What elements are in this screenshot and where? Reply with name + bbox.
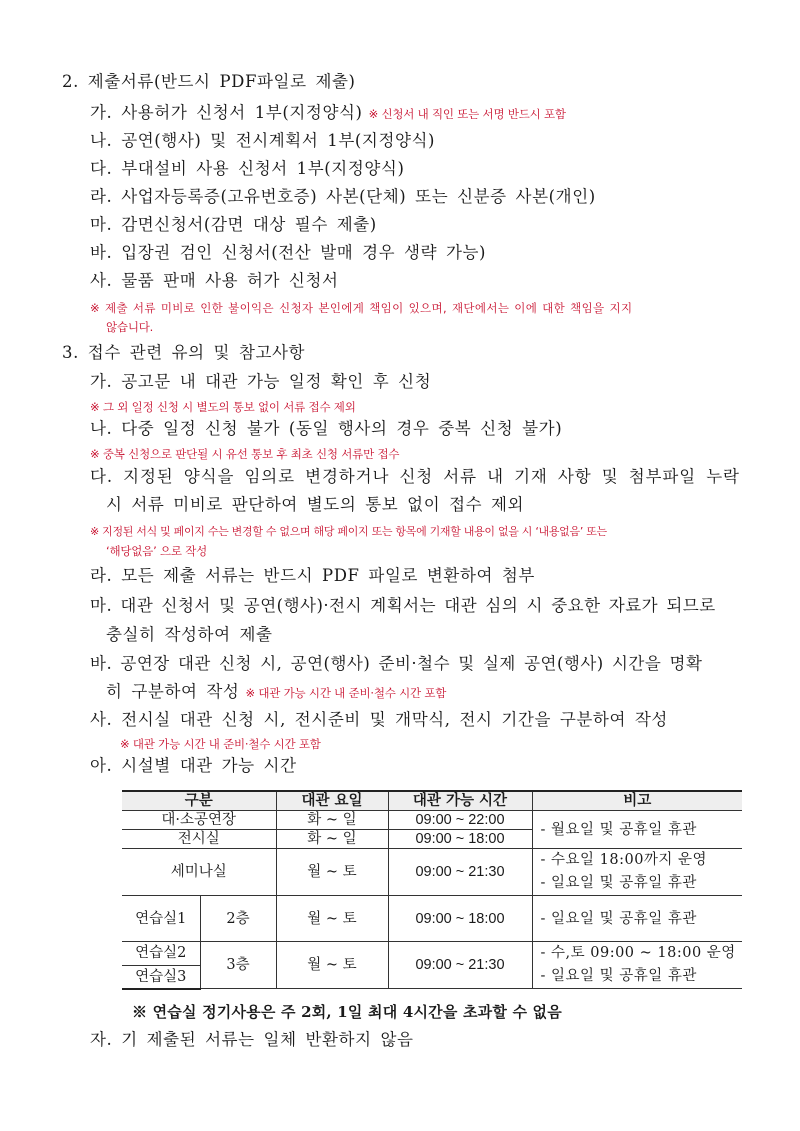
section-3-note-sa: ※ 대관 가능 시간 내 준비·철수 시간 포함 (120, 737, 321, 751)
section-3-item-ga: 가. 공고문 내 대관 가능 일정 확인 후 신청 (90, 372, 432, 391)
cell-time: 09:00 ~ 22:00 (388, 811, 532, 830)
prep-time-note: ※ 대관 가능 시간 내 준비·철수 시간 포함 (245, 686, 447, 700)
remark-line: - 수요일 18:00까지 운영 (540, 852, 708, 868)
cell-name: 연습실3 (122, 965, 200, 989)
table-row (122, 896, 742, 942)
section-3-item-ja: 자. 기 제출된 서류는 일체 반환하지 않음 (90, 1030, 414, 1049)
section-2-item-ra: 라. 사업자등록증(고유번호증) 사본(단체) 또는 신분증 사본(개인) (90, 187, 596, 206)
header-hours: 대관 가능 시간 (388, 791, 532, 811)
section-2-item-sa: 사. 물품 판매 사용 허가 신청서 (90, 271, 339, 290)
cell-remark (532, 942, 742, 989)
cell-time: 09:00 ~ 21:30 (388, 849, 532, 896)
section-3-item-ba-line2 (106, 682, 446, 703)
cell-remark: - 월요일 및 공휴일 휴관 (532, 811, 742, 849)
section-3-note-na: ※ 중복 신청으로 판단될 시 유선 통보 후 최초 신청 서류만 접수 (90, 447, 400, 461)
section-2-item-ga (90, 103, 566, 124)
cell-remark (532, 849, 742, 896)
table-header-row (122, 791, 742, 811)
section-3-item-a: 아. 시설별 대관 가능 시간 (90, 756, 297, 775)
remark-line: - 일요일 및 공휴일 휴관 (540, 968, 697, 984)
section-3-item-ba-line1: 바. 공연장 대관 신청 시, 공연(행사) 준비·철수 및 실제 공연(행사) 시간을 명확 (90, 654, 703, 673)
section-2-warning-line1: ※ 제출 서류 미비로 인한 불이익은 신청자 본인에게 책임이 있으며, 재단에서는 이에 대한 책임을 지지 (90, 301, 633, 315)
header-remark: 비고 (532, 791, 742, 811)
section-3-item-da-line1: 다. 지정된 양식을 임의로 변경하거나 신청 서류 내 기재 사항 및 첨부파일 누락 (90, 467, 740, 486)
cell-name: 세미나실 (122, 849, 276, 896)
remark-line: - 수,토 09:00 ~ 18:00 운영 (540, 945, 736, 961)
cell-remark: - 일요일 및 공휴일 휴관 (532, 896, 742, 942)
section-3-heading: 3. 접수 관련 유의 및 참고사항 (62, 343, 306, 362)
cell-days: 월 ~ 토 (276, 942, 388, 989)
section-2-heading: 2. 제출서류(반드시 PDF파일로 제출) (62, 72, 356, 91)
cell-days: 화 ~ 일 (276, 830, 388, 849)
cell-name: 연습실2 (122, 942, 200, 966)
table-row (122, 942, 742, 966)
facility-hours-table (122, 790, 742, 990)
section-3-item-na: 나. 다중 일정 신청 불가 (동일 행사의 경우 중복 신청 불가) (90, 419, 563, 438)
cell-name: 연습실1 (122, 896, 200, 942)
section-2-item-ba: 바. 입장권 검인 신청서(전산 발매 경우 생략 가능) (90, 243, 487, 262)
section-3-item-ma-line1: 마. 대관 신청서 및 공연(행사)·전시 계획서는 대관 심의 시 중요한 자료가 되므로 (90, 596, 716, 615)
cell-days: 월 ~ 토 (276, 849, 388, 896)
section-2-warning-line2: 않습니다. (106, 320, 154, 334)
section-3-note-da-line1: ※ 지정된 서식 및 페이지 수는 변경할 수 없으며 해당 페이지 또는 항목에 기재할 내용이 없을 시 ‘내용없음’ 또는 (90, 525, 607, 538)
section-3-item-da-line2: 시 서류 미비로 판단하여 별도의 통보 없이 접수 제외 (106, 495, 525, 514)
cell-days: 월 ~ 토 (276, 896, 388, 942)
table-row (122, 811, 742, 830)
signature-note: ※ 신청서 내 직인 또는 서명 반드시 포함 (368, 107, 566, 121)
header-days: 대관 요일 (276, 791, 388, 811)
section-3-item-ma-line2: 충실히 작성하여 제출 (106, 625, 273, 644)
cell-name: 전시실 (122, 830, 276, 849)
section-2-item-ma: 마. 감면신청서(감면 대상 필수 제출) (90, 215, 377, 234)
section-3-item-ra: 라. 모든 제출 서류는 반드시 PDF 파일로 변환하여 첨부 (90, 566, 535, 585)
item-text: 히 구분하여 작성 (106, 682, 240, 701)
section-2-item-na: 나. 공연(행사) 및 전시계획서 1부(지정양식) (90, 131, 436, 150)
cell-time: 09:00 ~ 18:00 (388, 830, 532, 849)
header-category: 구분 (122, 791, 276, 811)
section-2-item-da: 다. 부대설비 사용 신청서 1부(지정양식) (90, 159, 405, 178)
section-3-item-sa: 사. 전시실 대관 신청 시, 전시준비 및 개막식, 전시 기간을 구분하여 작성 (90, 710, 668, 729)
table-row (122, 849, 742, 896)
cell-floor: 2층 (200, 896, 276, 942)
cell-time: 09:00 ~ 21:30 (388, 942, 532, 989)
item-text: 가. 사용허가 신청서 1부(지정양식) (90, 103, 363, 122)
section-3-note-ga: ※ 그 외 일정 신청 시 별도의 통보 없이 서류 접수 제외 (90, 400, 356, 414)
cell-days: 화 ~ 일 (276, 811, 388, 830)
section-3-note-da-line2: ‘해당없음’ 으로 작성 (106, 544, 208, 558)
practice-room-note: ※ 연습실 정기사용은 주 2회, 1일 최대 4시간을 초과할 수 없음 (132, 1003, 562, 1021)
cell-time: 09:00 ~ 18:00 (388, 896, 532, 942)
cell-floor: 3층 (200, 942, 276, 989)
remark-line: - 일요일 및 공휴일 휴관 (540, 875, 697, 891)
cell-name: 대·소공연장 (122, 811, 276, 830)
